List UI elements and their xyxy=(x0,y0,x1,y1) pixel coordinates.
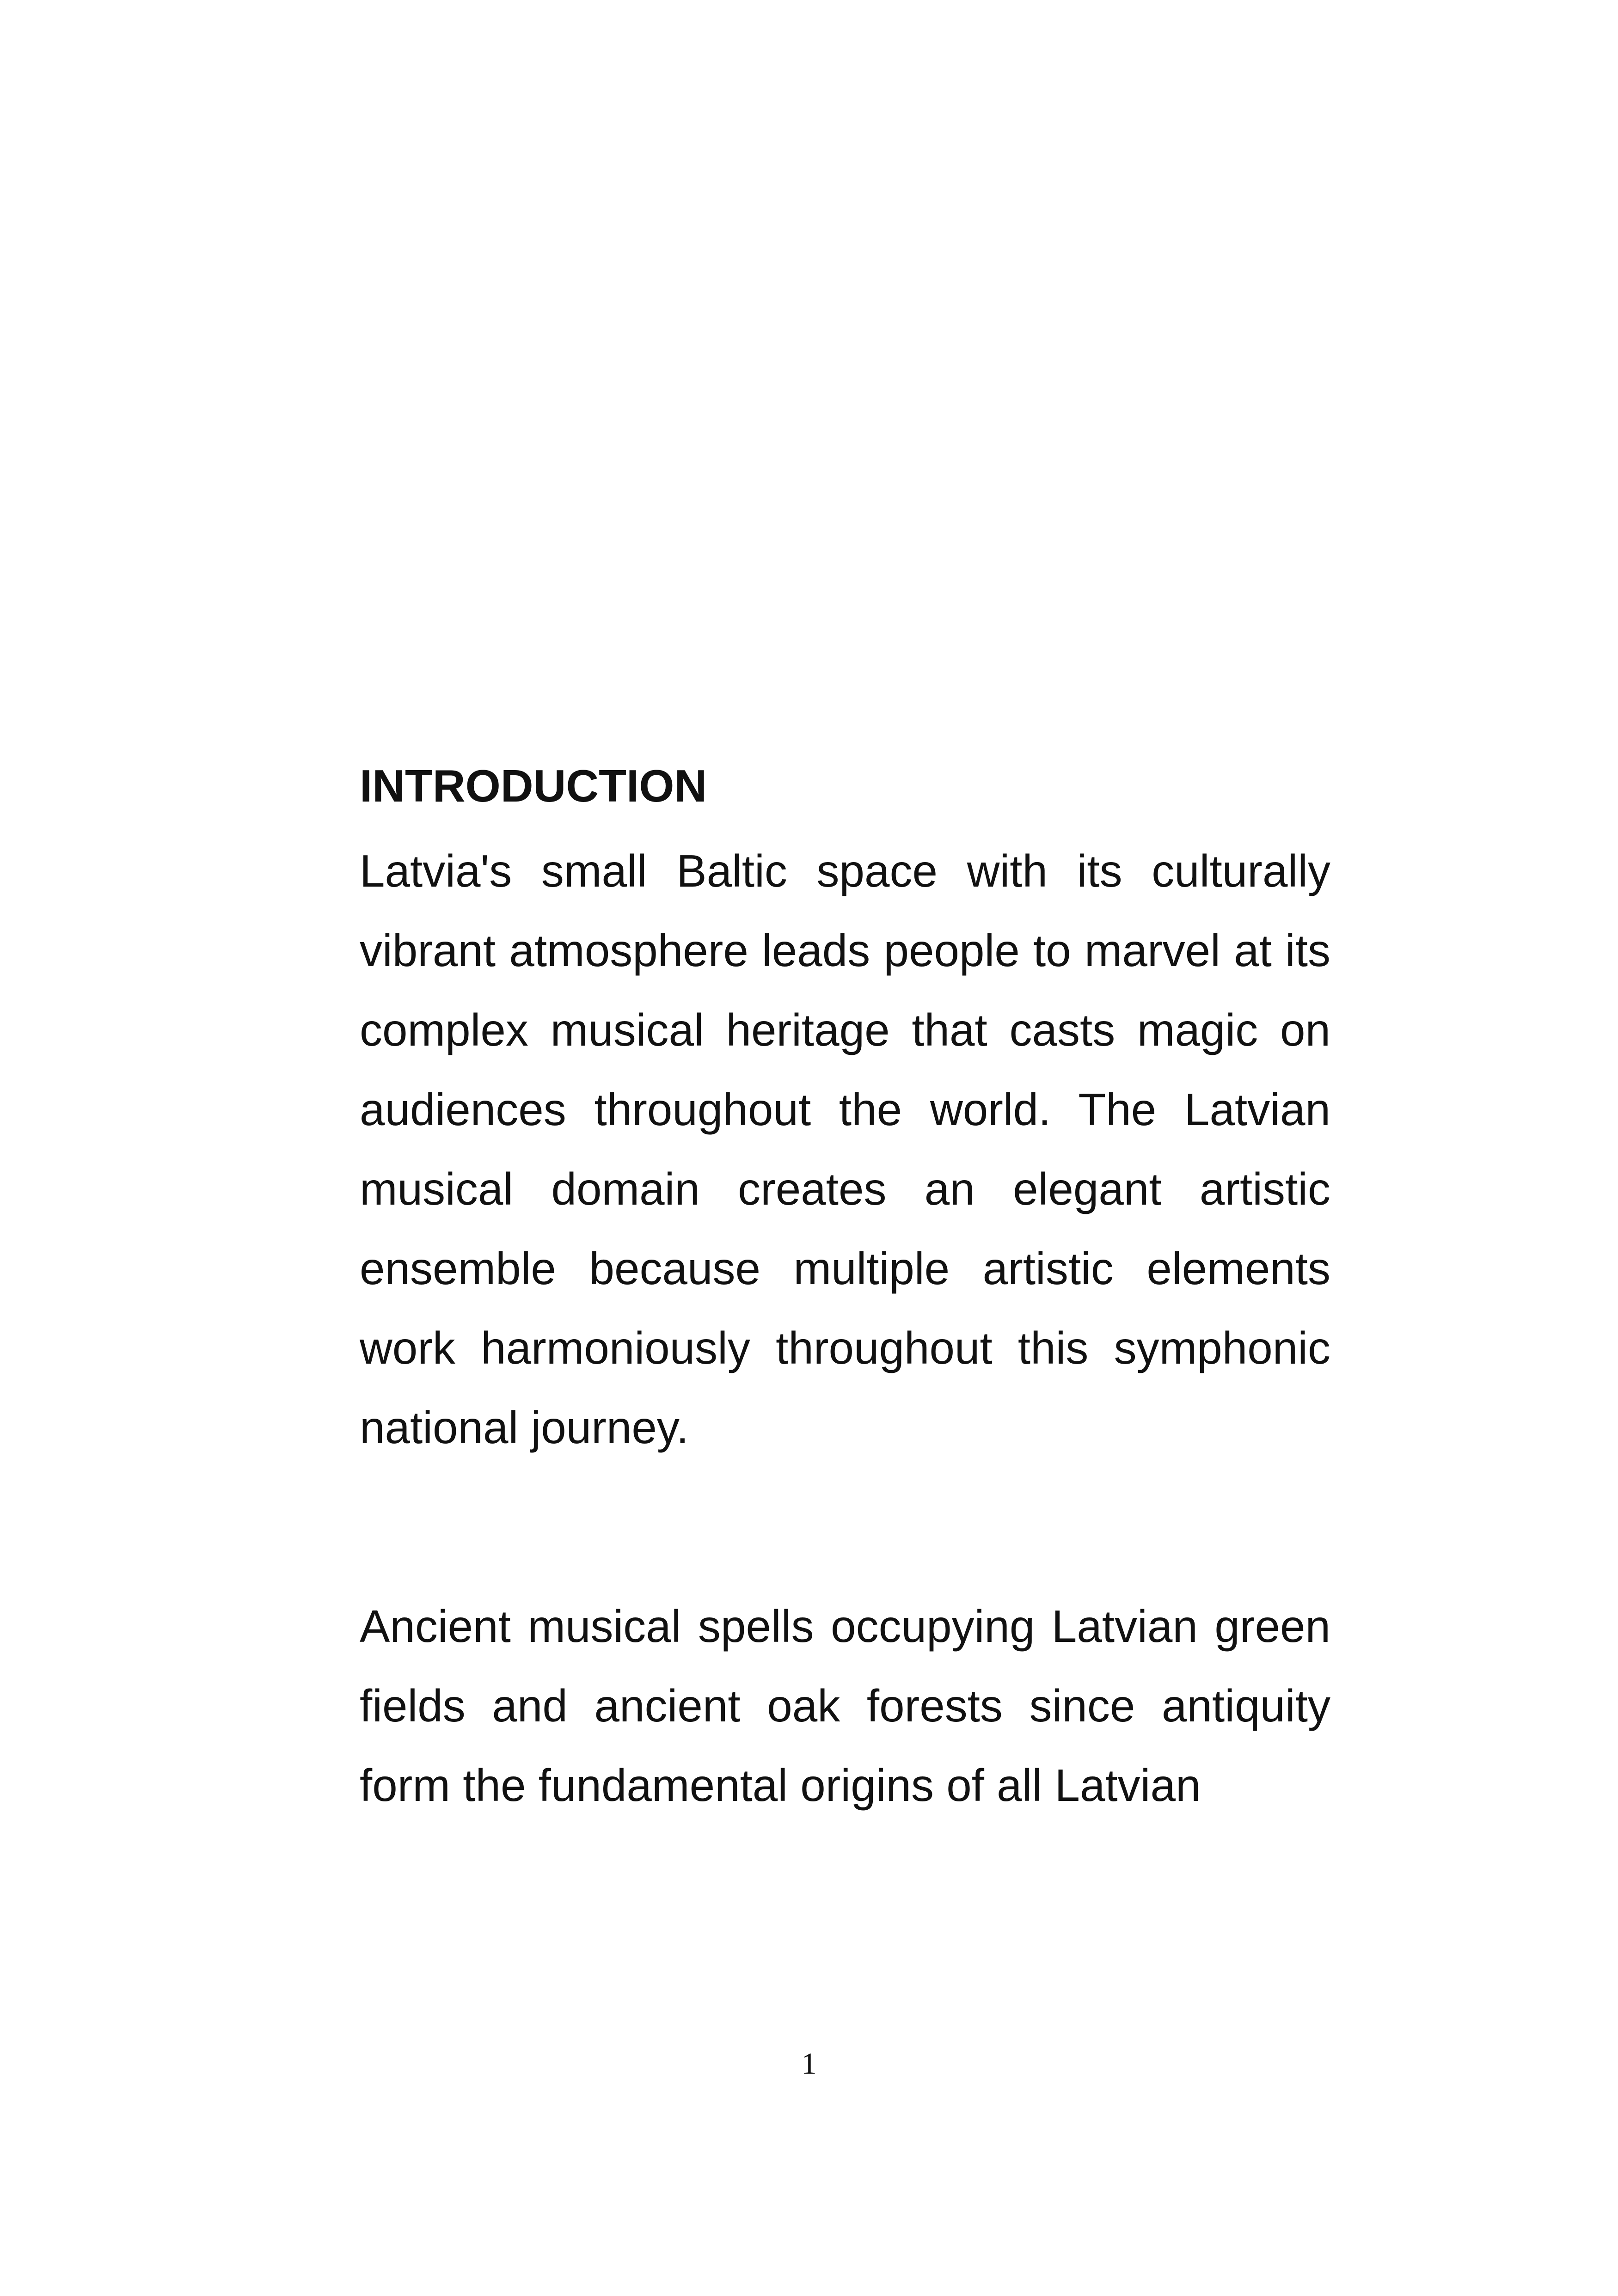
paragraph-intro: Latvia's small Baltic space with its culturally vibrant atmosphere leads people to marvel at its complex musical heritage that casts magic on audiences throughout the world. The Latvian musical domain creates an elegant artistic ensemble because multiple artistic elements work harmoniously throughout this symphonic national journey. xyxy=(360,845,1330,1453)
page-number: 1 xyxy=(801,2047,817,2081)
page-content xyxy=(360,758,1330,1825)
paragraph-ancient-spells: Ancient musical spells occupying Latvian green fields and ancient oak forests since antiquity form the fundamental origins of all Latvian xyxy=(360,1601,1330,1811)
section-heading: INTRODUCTION xyxy=(360,760,707,811)
